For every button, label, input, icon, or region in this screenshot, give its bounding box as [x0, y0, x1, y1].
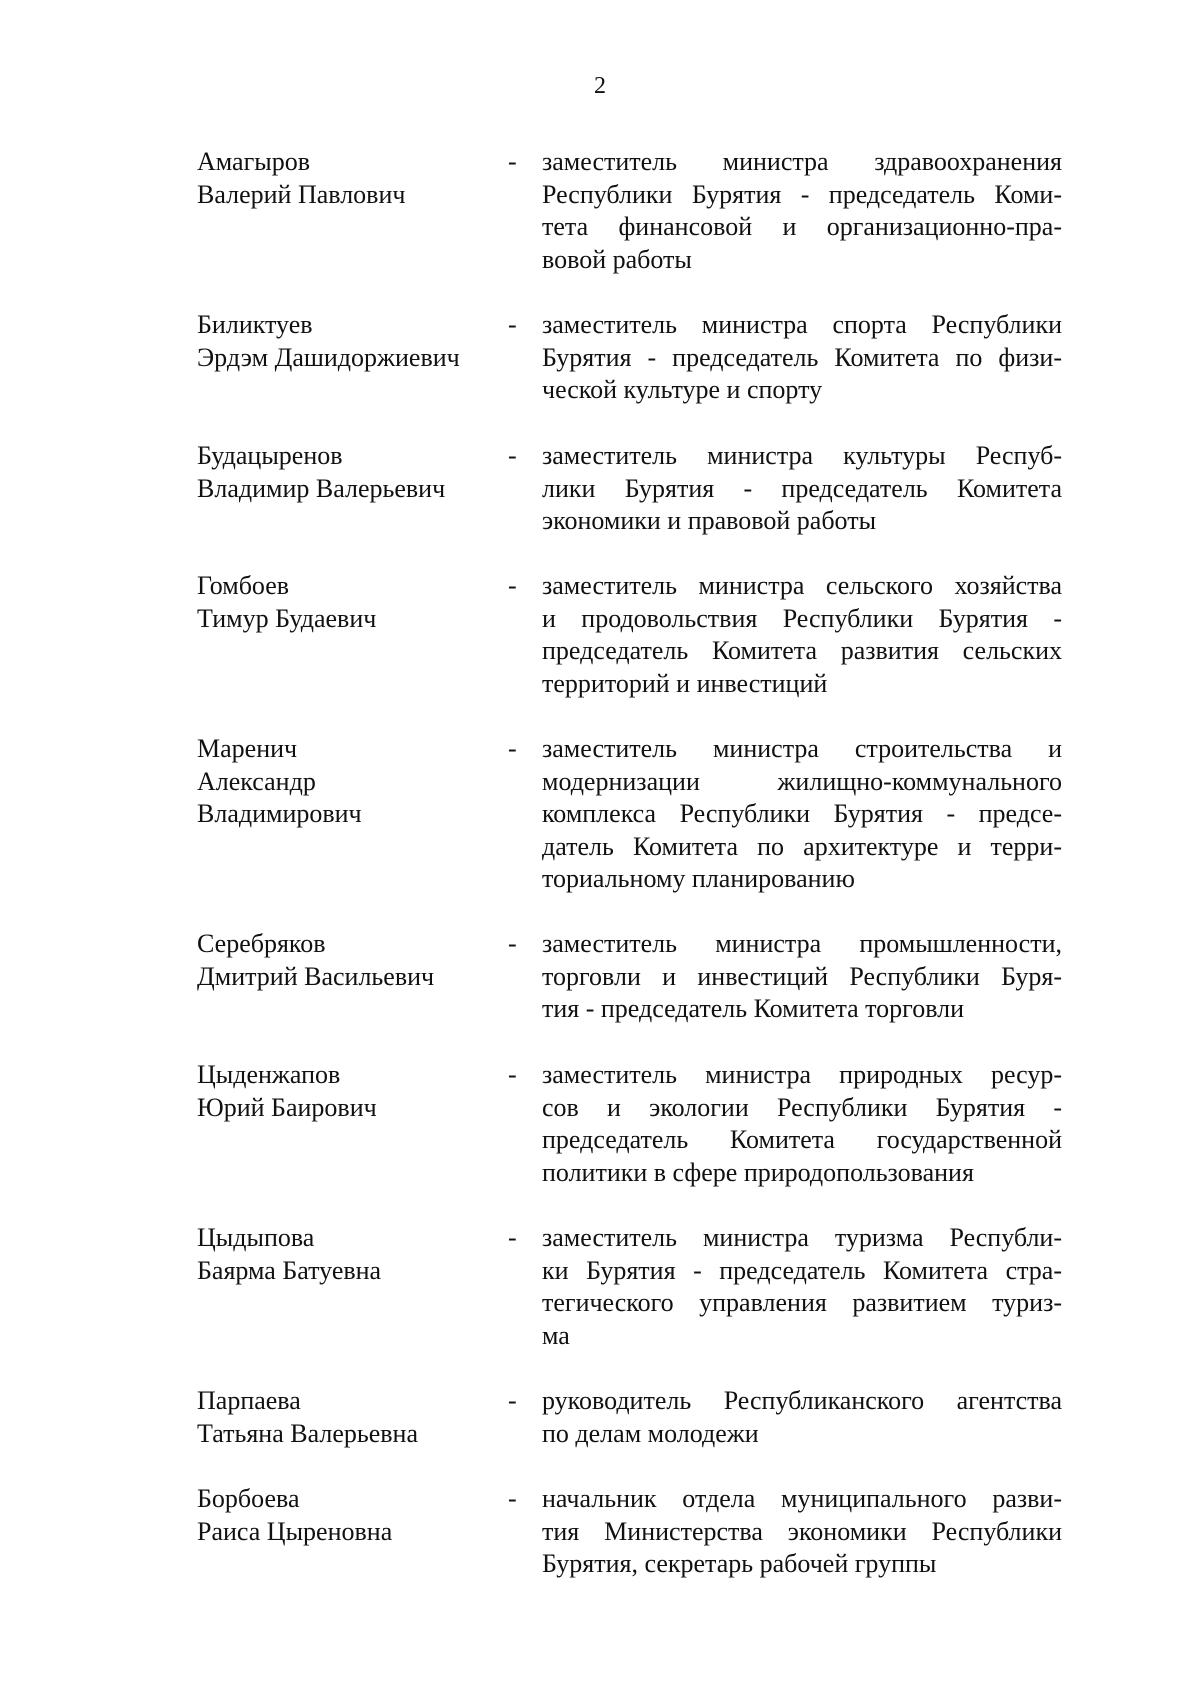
position-line: торговли и инвестиций Республики Буря- — [542, 961, 1062, 991]
page-number: 2 — [594, 73, 606, 99]
member-name — [197, 1385, 487, 1450]
member-patronymic: Владимирович — [197, 799, 362, 828]
member-given-names: Владимир Валерьевич — [197, 473, 446, 503]
position-line: Бурятия, секретарь рабочей группы — [542, 1549, 937, 1578]
member-surname: Гомбоев — [197, 571, 290, 600]
member-position — [542, 440, 1062, 538]
dash-separator: - — [508, 310, 517, 339]
dash-separator: - — [508, 1386, 517, 1415]
position-line: тия Министерства экономики Республики — [542, 1516, 1062, 1546]
member-name — [197, 146, 487, 211]
member-position — [542, 928, 1062, 1026]
member-position — [542, 1222, 1062, 1352]
position-line: заместитель министра промышленности, — [542, 929, 1062, 958]
member-position — [542, 733, 1062, 896]
member-position — [542, 146, 1062, 276]
position-line: заместитель министра здравоохранения — [542, 147, 1062, 176]
position-line: начальник отдела муниципального разви- — [542, 1484, 1062, 1513]
position-line: датель Комитета по архитектуре и терри- — [542, 831, 1062, 861]
member-surname: Цыдыпова — [197, 1223, 315, 1252]
member-name — [197, 440, 487, 505]
member-surname: Будацыренов — [197, 441, 343, 470]
position-line: вовой работы — [542, 244, 692, 274]
dash-separator: - — [508, 147, 517, 176]
member-given-names: Эрдэм Дашидоржиевич — [197, 342, 460, 372]
position-line: лики Бурятия - председатель Комитета — [542, 473, 1062, 503]
member-position — [542, 1385, 1062, 1450]
position-line: ки Бурятия - председатель Комитета стра- — [542, 1255, 1062, 1285]
position-line: сов и экологии Республики Бурятия - — [542, 1092, 1062, 1122]
position-line: ториальному планированию — [542, 864, 855, 893]
position-line: территорий и инвестиций — [542, 668, 828, 698]
member-name — [197, 733, 487, 831]
member-name — [197, 1059, 487, 1124]
position-line: заместитель министра строительства и — [542, 734, 1062, 763]
position-line: тета финансовой и организационно-пра- — [542, 212, 1062, 241]
member-surname: Серебряков — [197, 929, 326, 958]
member-name — [197, 928, 487, 993]
position-line: председатель Комитета государственной — [542, 1125, 1062, 1154]
dash-separator: - — [508, 1223, 517, 1252]
member-surname: Биликтуев — [197, 310, 313, 339]
member-surname: Борбоева — [197, 1484, 300, 1513]
position-line: экономики и правовой работы — [542, 506, 877, 535]
member-given-names: Татьяна Валерьевна — [197, 1418, 418, 1448]
member-surname: Маренич — [197, 734, 298, 763]
dash-separator: - — [508, 929, 517, 958]
member-name — [197, 570, 487, 635]
position-line: руководитель Республиканского агентства — [542, 1386, 1062, 1415]
member-surname: Парпаева — [197, 1386, 301, 1415]
dash-separator: - — [508, 1484, 517, 1513]
member-given-names: Валерий Павлович — [197, 179, 406, 209]
member-name — [197, 1222, 487, 1287]
member-given-names: Александр — [197, 766, 316, 796]
dash-separator: - — [508, 571, 517, 600]
dash-separator: - — [508, 734, 517, 763]
member-given-names: Баярма Батуевна — [197, 1255, 382, 1285]
position-line: политики в сфере природопользования — [542, 1157, 974, 1187]
position-line: тегического управления развитием туриз- — [542, 1288, 1062, 1317]
member-given-names: Раиса Цыреновна — [197, 1516, 393, 1546]
member-position — [542, 309, 1062, 407]
position-line: заместитель министра культуры Респуб- — [542, 441, 1062, 470]
member-name — [197, 1483, 487, 1548]
member-name — [197, 309, 487, 374]
position-line: заместитель министра туризма Республи- — [542, 1223, 1062, 1252]
position-line: заместитель министра сельского хозяйства — [542, 571, 1062, 600]
member-given-names: Тимур Будаевич — [197, 603, 377, 633]
position-line: ческой культуре и спорту — [542, 375, 823, 404]
member-given-names: Дмитрий Васильевич — [197, 961, 435, 991]
member-surname: Амагыров — [197, 147, 311, 176]
member-given-names: Юрий Баирович — [197, 1092, 377, 1122]
position-line: модернизации жилищно-коммунального — [542, 766, 1062, 796]
position-line: заместитель министра спорта Республики — [542, 310, 1062, 339]
position-line: ма — [542, 1320, 570, 1350]
position-line: комплекса Республики Бурятия - предсе- — [542, 799, 1062, 828]
dash-separator: - — [508, 1060, 517, 1089]
position-line: тия - председатель Комитета торговли — [542, 994, 965, 1023]
member-position — [542, 1483, 1062, 1581]
position-line: Бурятия - председатель Комитета по физи- — [542, 342, 1062, 372]
dash-separator: - — [508, 441, 517, 470]
member-surname: Цыденжапов — [197, 1060, 341, 1089]
position-line: Республики Бурятия - председатель Коми- — [542, 179, 1062, 209]
position-line: и продовольствия Республики Бурятия - — [542, 603, 1062, 633]
position-line: председатель Комитета развития сельских — [542, 636, 1062, 665]
member-position — [542, 1059, 1062, 1189]
position-line: по делам молодежи — [542, 1418, 759, 1448]
member-position — [542, 570, 1062, 700]
position-line: заместитель министра природных ресур- — [542, 1060, 1062, 1089]
